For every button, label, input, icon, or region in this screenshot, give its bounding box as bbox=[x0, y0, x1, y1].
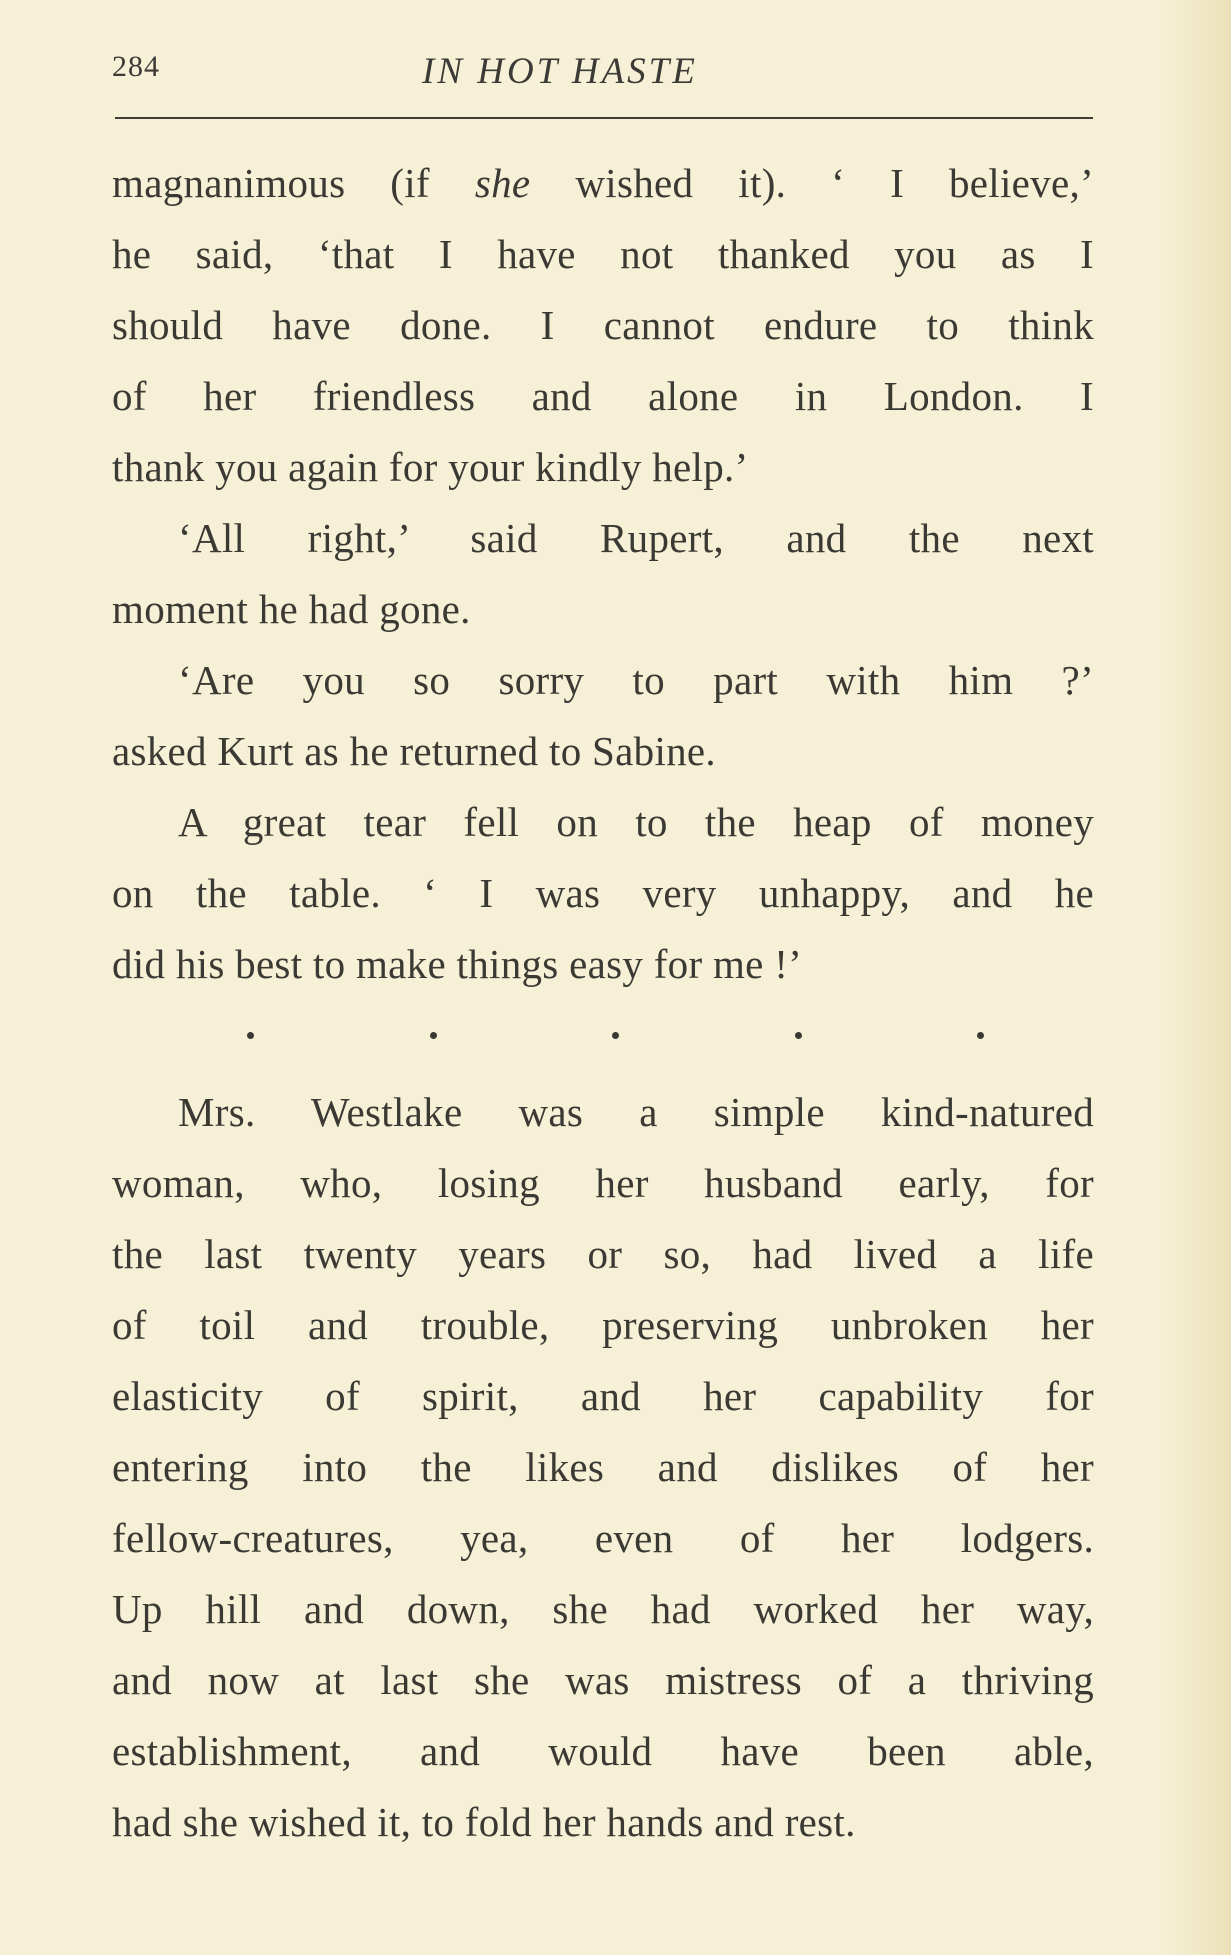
text-line: he said, ‘that I have not thanked you as I bbox=[112, 231, 1094, 277]
text-line: establishment, and would have been able, bbox=[112, 1728, 1094, 1774]
break-dot bbox=[795, 1032, 802, 1039]
break-dot bbox=[612, 1032, 619, 1039]
text-line: elasticity of spirit, and her capability for bbox=[112, 1373, 1094, 1419]
text-line: ‘Are you so sorry to part with him ?’ bbox=[178, 657, 1094, 703]
text-section-before-break bbox=[112, 148, 1094, 1000]
text-line: thank you again for your kindly help.’ bbox=[112, 444, 749, 490]
text-line: of toil and trouble, preserving unbroken her bbox=[112, 1302, 1094, 1348]
text-line: moment he had gone. bbox=[112, 586, 471, 632]
text-line: magnanimous (if she wished it). ‘ I believe,’ bbox=[112, 160, 1094, 206]
text-line: A great tear fell on to the heap of money bbox=[178, 799, 1094, 845]
text-line: on the table. ‘ I was very unhappy, and he bbox=[112, 870, 1094, 916]
text-line: the last twenty years or so, had lived a life bbox=[112, 1231, 1094, 1277]
text-line: Up hill and down, she had worked her way, bbox=[112, 1586, 1094, 1632]
break-dot bbox=[977, 1032, 984, 1039]
break-dot bbox=[430, 1032, 437, 1039]
text-line: and now at last she was mistress of a thriving bbox=[112, 1657, 1094, 1703]
header-rule bbox=[115, 117, 1093, 119]
break-dot bbox=[247, 1032, 254, 1039]
text-line: woman, who, losing her husband early, for bbox=[112, 1160, 1094, 1206]
text-line: should have done. I cannot endure to think bbox=[112, 302, 1094, 348]
running-head bbox=[112, 50, 1092, 96]
text-section-after-break bbox=[112, 1077, 1094, 1858]
section-break-dots bbox=[112, 1000, 984, 1071]
page-number: 284 bbox=[112, 50, 160, 83]
text-line: entering into the likes and dislikes of her bbox=[112, 1444, 1094, 1490]
text-line: fellow-creatures, yea, even of her lodgers. bbox=[112, 1515, 1094, 1561]
text-line: Mrs. Westlake was a simple kind-natured bbox=[178, 1089, 1094, 1135]
emphasis: she bbox=[474, 160, 531, 206]
body-text bbox=[112, 148, 1094, 1858]
text-line: had she wished it, to fold her hands and rest. bbox=[112, 1799, 856, 1845]
text-line: of her friendless and alone in London. I bbox=[112, 373, 1094, 419]
text-line: asked Kurt as he returned to Sabine. bbox=[112, 728, 716, 774]
running-title: IN HOT HASTE bbox=[422, 51, 698, 92]
text-line: did his best to make things easy for me !’ bbox=[112, 941, 803, 987]
text-line: ‘All right,’ said Rupert, and the next bbox=[178, 515, 1094, 561]
